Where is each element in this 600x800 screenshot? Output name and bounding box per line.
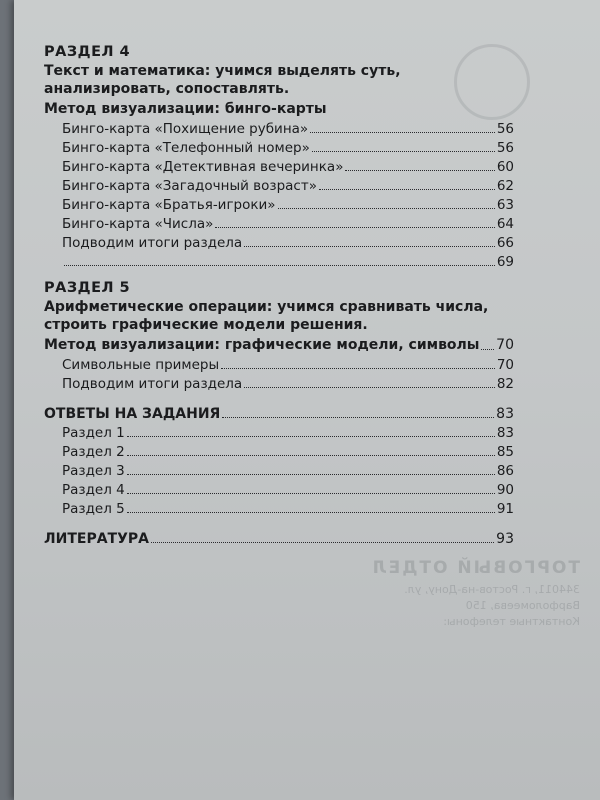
- toc-entry: [44, 194, 514, 213]
- dot-leader: [215, 227, 494, 228]
- answers-heading: ОТВЕТЫ НА ЗАДАНИЯ: [44, 406, 221, 422]
- method-row: [44, 336, 514, 354]
- literature-row: [44, 527, 514, 547]
- toc-entry: [44, 213, 514, 232]
- dot-leader: [127, 474, 495, 475]
- page-number: 83: [496, 406, 514, 422]
- book-page: [14, 0, 600, 800]
- toc-entry: [44, 118, 514, 137]
- section-items: [44, 354, 514, 392]
- dot-leader: [310, 132, 495, 133]
- section-heading: РАЗДЕЛ 4: [44, 44, 131, 60]
- table-of-contents: [44, 44, 514, 547]
- dot-leader: [312, 151, 495, 152]
- dot-leader: [127, 436, 495, 437]
- toc-entry: [44, 479, 514, 498]
- page-number: 90: [496, 482, 514, 498]
- toc-entry: [44, 422, 514, 441]
- page-number: 66: [496, 235, 514, 251]
- toc-entry: [44, 251, 514, 270]
- dot-leader: [127, 493, 495, 494]
- entry-title: Раздел 1: [62, 425, 125, 441]
- entry-title: Подводим итоги раздела: [62, 376, 243, 392]
- dot-leader: [221, 368, 495, 369]
- page-number: 62: [496, 178, 514, 194]
- entry-title: Бинго-карта «Детективная вечеринка»: [62, 159, 344, 175]
- page-number: 69: [496, 254, 514, 270]
- entry-title: Бинго-карта «Числа»: [62, 216, 214, 232]
- toc-entry: [44, 175, 514, 194]
- dot-leader: [244, 387, 495, 388]
- dot-leader: [244, 246, 495, 247]
- answers-items: [44, 422, 514, 517]
- toc-entry: [44, 498, 514, 517]
- toc-entry: [44, 373, 514, 392]
- entry-title: Раздел 5: [62, 501, 125, 517]
- section-heading: РАЗДЕЛ 5: [44, 280, 131, 296]
- description-line: анализировать, сопоставлять.: [44, 81, 290, 97]
- page-number: 56: [496, 121, 514, 137]
- dot-leader: [345, 170, 494, 171]
- toc-entry: [44, 137, 514, 156]
- answers-row: [44, 402, 514, 422]
- entry-title: Бинго-карта «Братья-игроки»: [62, 197, 276, 213]
- page-number: 85: [496, 444, 514, 460]
- dot-leader: [151, 542, 494, 543]
- section-items: [44, 118, 514, 270]
- entry-title: Подводим итоги раздела: [62, 235, 243, 251]
- description-line: Текст и математика: учимся выделять суть,: [44, 63, 401, 79]
- entry-title: Бинго-карта «Загадочный возраст»: [62, 178, 317, 194]
- entry-title: Бинго-карта «Похищение рубина»: [62, 121, 309, 137]
- description-line: Арифметические операции: учимся сравнивать числа,: [44, 299, 489, 315]
- entry-title: Символьные примеры: [62, 357, 220, 373]
- section-description: [44, 298, 514, 334]
- page-number: 56: [496, 140, 514, 156]
- bleed-line: Контактные телефоны:: [443, 615, 580, 628]
- toc-entry: [44, 354, 514, 373]
- page-number: 63: [496, 197, 514, 213]
- entry-title: Раздел 2: [62, 444, 125, 460]
- dot-leader: [127, 512, 495, 513]
- page-number: 70: [496, 337, 514, 353]
- page-number: 70: [496, 357, 514, 373]
- dot-leader: [127, 455, 495, 456]
- entry-title: Раздел 3: [62, 463, 125, 479]
- literature-heading: ЛИТЕРАТУРА: [44, 531, 149, 547]
- method-heading: Метод визуализации: бинго-карты: [44, 101, 327, 117]
- bleed-title: ТОРГОВЫЙ ОТДЕЛ: [370, 558, 580, 578]
- dot-leader: [64, 265, 495, 266]
- entry-title: Бинго-карта «Телефонный номер»: [62, 140, 310, 156]
- page-number: 91: [496, 501, 514, 517]
- bleed-line: 344011, г. Ростов-на-Дону, ул. Варфоломеева, 150: [404, 583, 580, 612]
- dot-leader: [222, 417, 494, 418]
- toc-entry: [44, 460, 514, 479]
- page-number: 86: [496, 463, 514, 479]
- method-heading: Метод визуализации: графические модели, символы: [44, 337, 480, 353]
- entry-title: Раздел 4: [62, 482, 125, 498]
- description-line: строить графические модели решения.: [44, 317, 368, 333]
- page-number: 60: [496, 159, 514, 175]
- section-description: [44, 62, 514, 98]
- toc-entry: [44, 232, 514, 251]
- toc-entry: [44, 441, 514, 460]
- dot-leader: [481, 349, 494, 350]
- page-number: 83: [496, 425, 514, 441]
- page-number: 82: [496, 376, 514, 392]
- dot-leader: [278, 208, 495, 209]
- page-number: 93: [496, 531, 514, 547]
- dot-leader: [319, 189, 495, 190]
- toc-entry: [44, 156, 514, 175]
- bleed-through-text: [340, 560, 580, 630]
- page-number: 64: [496, 216, 514, 232]
